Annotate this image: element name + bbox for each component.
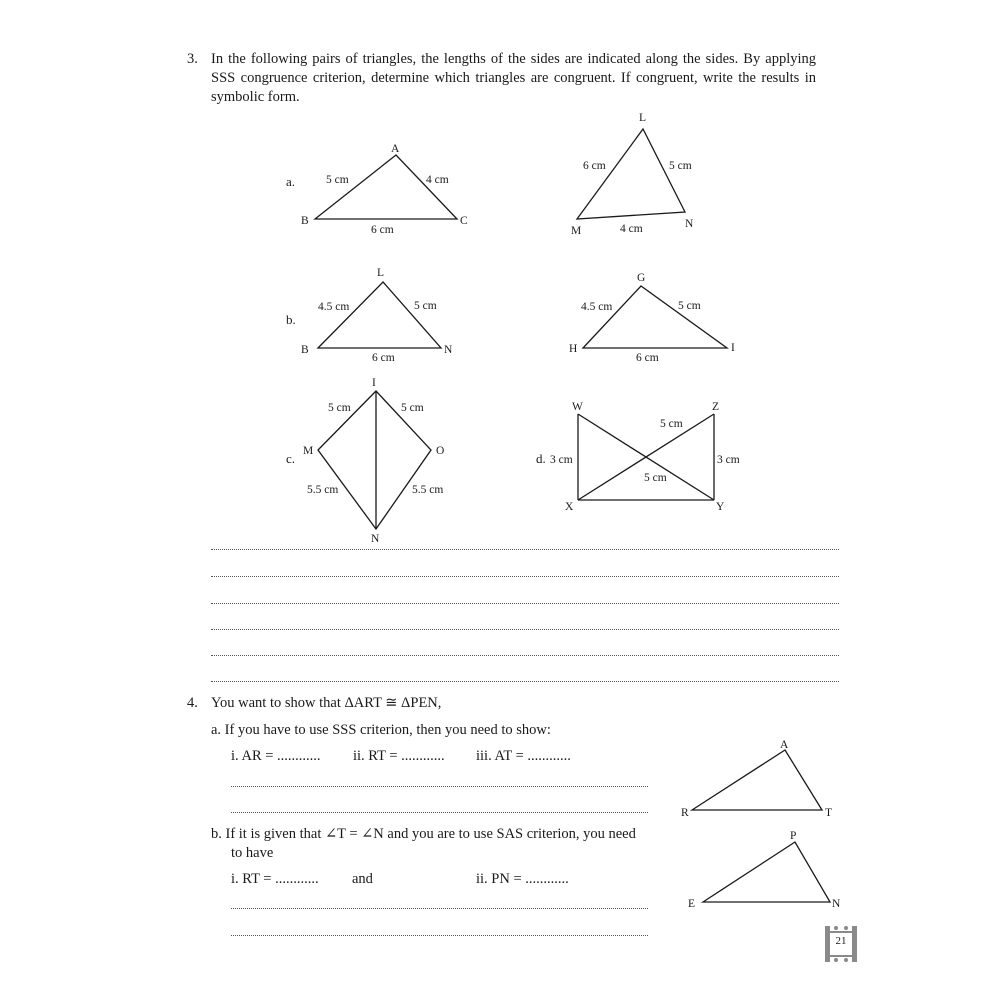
vertex-n-c: N (371, 533, 380, 545)
question-3-line-2: SSS congruence criterion, determine which triangles are congruent. If congruent, write the results in (211, 70, 816, 86)
question-4-number: 4. (187, 695, 198, 711)
vertex-p-q4: P (790, 830, 797, 842)
side-lm: 6 cm (583, 160, 606, 172)
side-bl: 4.5 cm (318, 301, 350, 313)
question-4b-line-2: to have (231, 845, 274, 861)
question-4b-line-1: b. If it is given that ∠T = ∠N and you are to use SAS criterion, you need (211, 826, 636, 842)
side-xz: 5 cm (660, 418, 683, 430)
side-on: 5.5 cm (412, 484, 444, 496)
answer-line[interactable] (231, 812, 648, 813)
vertex-w: W (572, 401, 583, 413)
vertex-m-c: M (303, 445, 314, 457)
triangle-bln (318, 282, 441, 348)
vertex-n: N (685, 218, 694, 230)
answer-line[interactable] (211, 549, 839, 550)
triangle-hgi (583, 286, 727, 348)
side-ac: 4 cm (426, 174, 449, 186)
side-ab: 5 cm (326, 174, 349, 186)
side-io: 5 cm (401, 402, 424, 414)
label-c: c. (286, 451, 296, 466)
side-ln-b: 5 cm (414, 300, 437, 312)
question-3-line-3: symbolic form. (211, 89, 300, 105)
vertex-z: Z (712, 401, 720, 413)
question-4b-ii: ii. PN = ............ (476, 871, 569, 887)
triangle-abc (315, 155, 457, 219)
question-4a-ii: ii. RT = ............ (353, 748, 445, 764)
vertex-n-q4: N (832, 898, 841, 910)
question-4a-text: a. If you have to use SSS criterion, then you need to show: (211, 722, 551, 738)
label-d: d. (536, 451, 546, 466)
side-bn: 6 cm (372, 352, 395, 364)
answer-line[interactable] (211, 655, 839, 656)
answer-line[interactable] (231, 786, 648, 787)
answer-line[interactable] (231, 935, 648, 936)
question-3-line-1: In the following pairs of triangles, the lengths of the sides are indicated along the sides. By applying (211, 51, 816, 67)
vertex-l-b: L (377, 267, 385, 279)
side-hg: 4.5 cm (581, 301, 613, 313)
vertex-t-q4: T (825, 807, 833, 819)
vertex-n-b: N (444, 344, 453, 356)
question-3-number: 3. (187, 51, 198, 67)
vertex-a: A (391, 143, 400, 155)
question-4b-and: and (352, 871, 373, 887)
vertex-i-c: I (372, 377, 376, 389)
vertex-e-q4: E (688, 898, 696, 910)
vertex-y: Y (716, 501, 725, 513)
side-wy: 5 cm (644, 472, 667, 484)
vertex-h: H (569, 343, 578, 355)
side-mn-c: 5.5 cm (307, 484, 339, 496)
answer-line[interactable] (211, 681, 839, 682)
question-4a-i: i. AR = ............ (231, 748, 321, 764)
vertex-r-q4: R (681, 807, 689, 819)
page-number: 21 (835, 935, 847, 947)
triangle-pen (703, 842, 830, 902)
vertex-b: B (301, 215, 309, 227)
triangle-lmn (577, 129, 685, 219)
vertex-m: M (571, 225, 582, 237)
side-mi: 5 cm (328, 402, 351, 414)
vertex-b-b: B (301, 344, 309, 356)
answer-line[interactable] (231, 908, 648, 909)
side-gi: 5 cm (678, 300, 701, 312)
question-4a-iii: iii. AT = ............ (476, 748, 571, 764)
side-hi: 6 cm (636, 352, 659, 364)
question-4b-i: i. RT = ............ (231, 871, 319, 887)
answer-line[interactable] (211, 576, 839, 577)
vertex-c: C (460, 215, 468, 227)
vertex-o-c: O (436, 445, 445, 457)
vertex-l: L (639, 112, 647, 124)
vertex-i: I (731, 342, 735, 354)
triangle-art (692, 750, 822, 810)
side-bc: 6 cm (371, 224, 394, 236)
vertex-x: X (565, 501, 574, 513)
side-zy: 3 cm (717, 454, 740, 466)
vertex-a-q4: A (780, 739, 789, 751)
label-b: b. (286, 312, 296, 327)
question-4-intro: You want to show that ΔART ≅ ΔPEN, (211, 695, 442, 711)
side-ln: 5 cm (669, 160, 692, 172)
answer-line[interactable] (211, 603, 839, 604)
vertex-g: G (637, 272, 646, 284)
side-mn: 4 cm (620, 223, 643, 235)
label-a: a. (286, 174, 296, 189)
side-wx: 3 cm (550, 454, 573, 466)
answer-line[interactable] (211, 629, 839, 630)
